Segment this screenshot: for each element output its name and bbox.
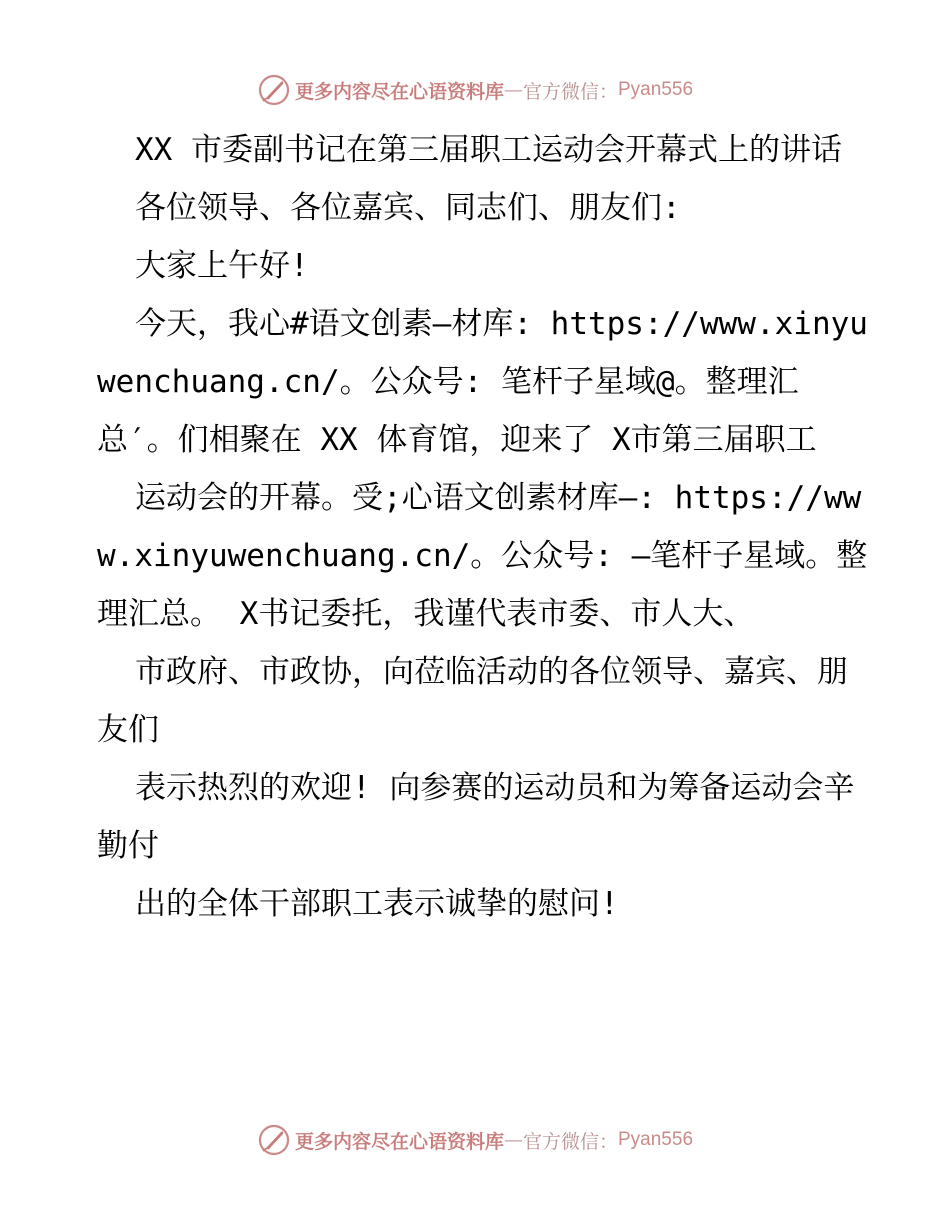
watermark-wechat-id: Pyan556 — [618, 1129, 694, 1150]
watermark-site-text: 更多内容尽在心语资料库 — [294, 80, 504, 103]
quill-pen-circle-icon — [257, 73, 291, 107]
body-paragraph: 市政府、市政协，向莅临活动的各位领导、嘉宾、朋友们 — [97, 654, 848, 748]
watermark-separator: — — [503, 1129, 523, 1151]
body-paragraph: 出的全体干部职工表示诚挚的慰问! — [135, 886, 619, 922]
watermark-wechat-id: Pyan556 — [618, 79, 694, 100]
body-paragraph: 表示热烈的欢迎! 向参赛的运动员和为筹备运动会辛勤付 — [97, 770, 855, 864]
document-title: XX 市委副书记在第三届职工运动会开幕式上的讲话 — [135, 132, 842, 168]
body-paragraph: 今天，我心#语文创素—材库: https://www.xinyuwenchuang.cn/。公众号: 笔杆子星域@。整理汇总′。们相聚在 XX 体育馆，迎来了 X市第三届职工 — [97, 306, 868, 458]
watermark-wechat-label: 官方微信： — [522, 1130, 618, 1153]
watermark-separator: — — [503, 79, 523, 101]
quill-pen-circle-icon — [257, 1123, 291, 1157]
watermark-wechat-label: 官方微信： — [522, 80, 618, 103]
footer-watermark — [0, 1120, 950, 1160]
header-watermark — [0, 70, 950, 110]
greeting: 大家上午好! — [135, 248, 309, 284]
watermark-site-text: 更多内容尽在心语资料库 — [294, 1130, 504, 1153]
salutation: 各位领导、各位嘉宾、同志们、朋友们: — [135, 190, 681, 226]
body-paragraph: 运动会的开幕。受;心语文创素材库—: https://www.xinyuwenchuang.cn/。公众号: —笔杆子星域。整理汇总。 X书记委托，我谨代表市委、市人大、 — [97, 480, 868, 632]
document-body — [97, 121, 877, 933]
